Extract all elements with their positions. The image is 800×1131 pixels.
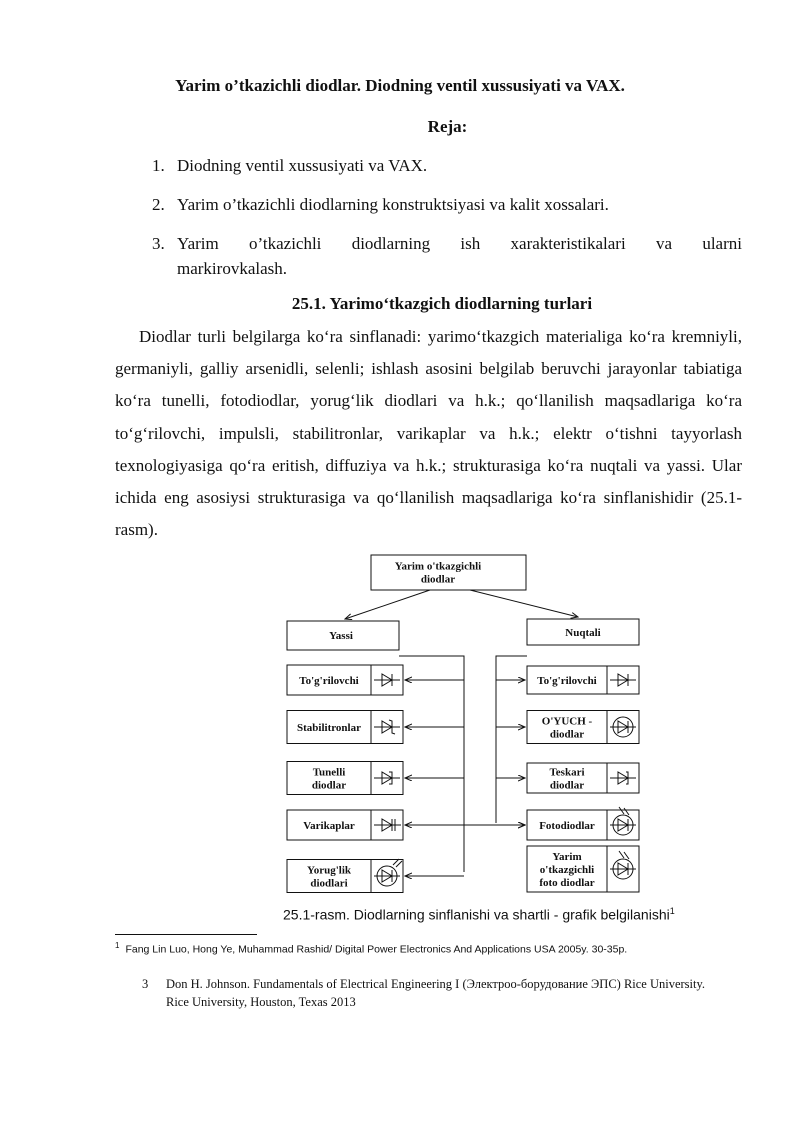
footnote-divider [115, 934, 257, 935]
diagram-left-item [287, 810, 403, 840]
diagram-right-bus [496, 656, 527, 823]
diagram-left-item-label: diodlari [310, 877, 348, 890]
diagram-right-item-label: diodlar [549, 779, 585, 792]
diagram-left-item-label: To'g'rilovchi [299, 675, 359, 687]
diode-icon [374, 674, 400, 686]
diagram-right-head [527, 619, 639, 645]
diagram-arrow [345, 590, 430, 619]
diagram-right-item [527, 763, 639, 793]
footnote [115, 941, 627, 956]
plan-item-text: Yarim o’tkazichli diodlarning konstruktsiyasi va kalit xossalari. [177, 195, 609, 214]
led-icon [374, 859, 402, 886]
photo-element-icon [610, 851, 636, 879]
plan-item-number: 3. [152, 234, 165, 253]
diagram-right-item-label: O'YUCH - [541, 715, 593, 728]
diode-icon [610, 674, 636, 686]
figure-caption [283, 906, 675, 923]
diagram-right-item-label: Fotodiodlar [539, 820, 595, 832]
diagram-root-label: diodlar [420, 573, 456, 586]
diagram-arrow [470, 590, 578, 617]
uhf-diode-icon [610, 717, 636, 737]
diagram-right-item [527, 846, 639, 892]
varicap-icon [374, 819, 401, 831]
diagram-left-item [287, 859, 403, 893]
diagram-left-head-label: Yassi [329, 630, 353, 642]
page-title: Yarim o’tkazichli diodlar. Diodning ventil xussusiyati va VAX. [175, 76, 625, 95]
footnote-text: Fang Lin Luo, Hong Ye, Muhammad Rashid/ Digital Power Electronics And Applications USA 2005y. 30-35p. [125, 943, 628, 956]
diagram-right-item-label: foto diodlar [539, 877, 595, 889]
diagram-left-item [287, 711, 403, 744]
reference-text: Don H. Johnson. Fundamentals of Electrical Engineering I (Электроо-борудование ЭПС) Rice University. Rice University, Houston, Texas 2013 [166, 977, 706, 1009]
diagram-left-head [287, 621, 399, 650]
diagram-right-item [527, 711, 639, 744]
backward-diode-icon [610, 772, 636, 784]
diagram-right-item [527, 807, 639, 840]
diagram-right-item [527, 666, 639, 694]
body-paragraph: Diodlar turli belgilarga koʻra sinflanadi: yarimoʻtkazgich materialiga koʻra kremniyli, germaniyli, galliy arsenidli, selenli; ishlash asosini belgilab beruvchi jarayonlar tabiatiga koʻra tunelli, fotodiodlar, yorugʻlik diodlari va h.k.; qoʻllanilish maqsadlariga koʻra toʻgʻrilovchi, impulsli, stabilitronlar, varikaplar va h.k.; elektr oʻtishni tayyorlash texnologiyasiga qoʻra eritish, diffuziya va h.k.; strukturasiga koʻra nuqtali va yassi. Ular ichida eng asosiysi strukturasiga va qoʻllanilish maqsadlariga koʻra sinflanishidir (25.1-rasm). [115, 327, 742, 540]
figure-caption-text: 25.1-rasm. Diodlarning sinflanishi va shartli - grafik belgilanishi [283, 906, 670, 923]
diagram-left-item-label: Varikaplar [303, 820, 355, 832]
plan-item-text: Yarim o’tkazichli diodlarning ish xarakteristikalari va ularni [177, 234, 742, 253]
photodiode-icon [610, 807, 636, 835]
zener-diode-icon [374, 720, 400, 734]
plan-item-number: 1. [152, 156, 165, 175]
diagram-right-item-label: To'g'rilovchi [537, 675, 597, 687]
section-title: 25.1. Yarimoʻtkazgich diodlarning turlari [291, 294, 593, 313]
diagram-left-item-label: Tunelli [312, 766, 346, 779]
reference-number: 3 [142, 977, 149, 991]
diagram-right-item-label: o'tkazgichli [539, 864, 595, 876]
plan-item-text-continued: markirovkalash. [177, 259, 287, 278]
diagram-left-item-label: diodlar [311, 779, 347, 792]
diagram-left-item [287, 665, 403, 695]
plan-item-number: 2. [152, 195, 165, 214]
diagram-root-node [371, 555, 526, 590]
plan-item-text: Diodning ventil xussusiyati va VAX. [177, 156, 428, 175]
diagram-right-item-label: Yarim [552, 851, 582, 863]
diagram-left-item [287, 762, 403, 795]
footnote-mark: 1 [115, 941, 120, 950]
diagram-right-item-label: Teskari [549, 766, 585, 779]
diagram-root-label: Yarim o'tkazgichli [394, 560, 482, 573]
tunnel-diode-icon [374, 772, 400, 784]
diagram-right-head-label: Nuqtali [565, 627, 601, 639]
diagram-left-item-label: Stabilitronlar [297, 722, 361, 734]
diagram-left-item-label: Yorug'lik [306, 864, 352, 877]
diagram-right-item-label: diodlar [549, 728, 585, 741]
footnote-marker: 1 [669, 906, 675, 916]
plan-heading: Reja: [427, 117, 468, 136]
diagram-left-bus [399, 656, 464, 872]
